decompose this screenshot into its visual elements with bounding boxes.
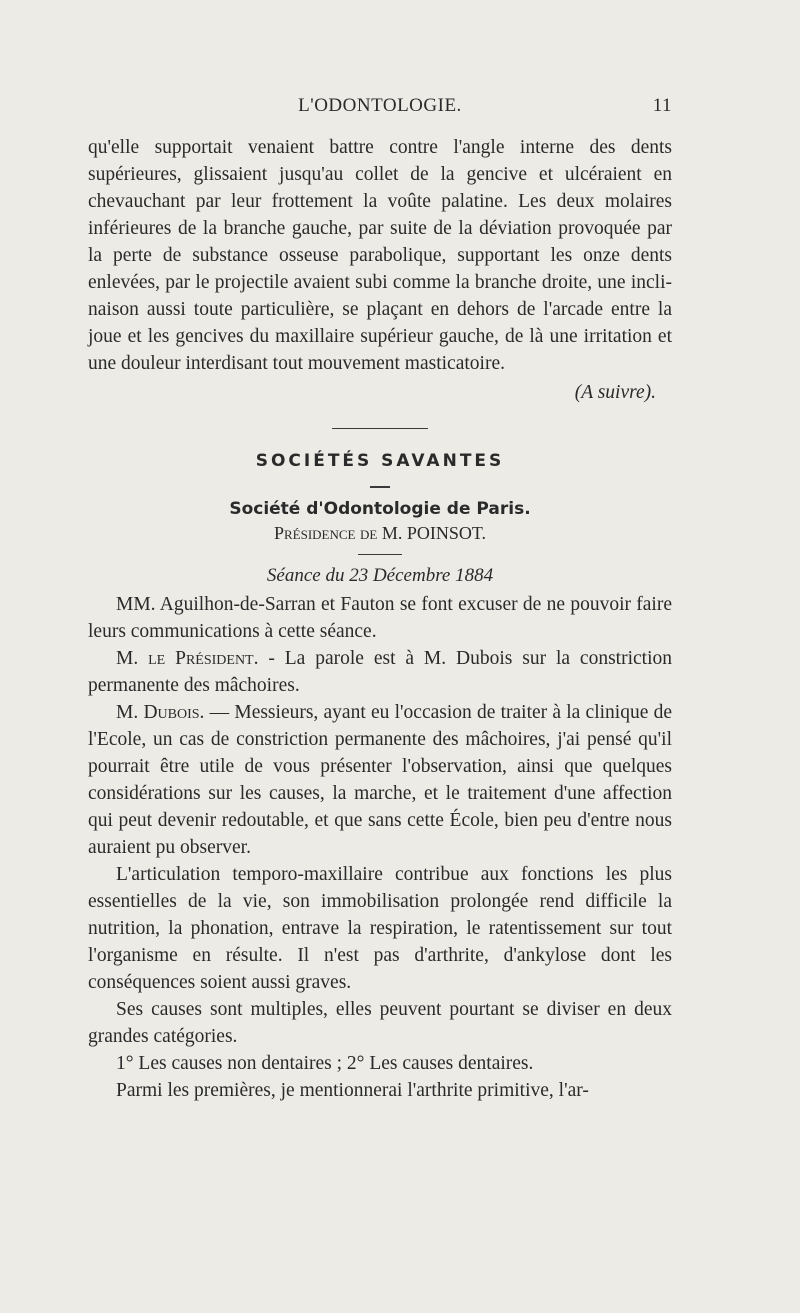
subtitle-divider bbox=[358, 554, 402, 555]
section-divider bbox=[332, 428, 428, 429]
running-title: L'ODONTOLOGIE. bbox=[298, 95, 462, 116]
speaker-prefix: M. bbox=[116, 702, 144, 723]
section-title: SOCIÉTÉS SAVANTES bbox=[255, 451, 505, 471]
paragraph-excuses: MM. Aguilhon-de-Sarran et Fauton se font excuser de ne pouvoir faire leurs communications à cette séance. bbox=[88, 594, 672, 642]
presidency-line bbox=[88, 521, 672, 545]
paragraph-dubois bbox=[88, 699, 672, 861]
speaker-dubois: Dubois. bbox=[143, 702, 205, 723]
society-name: Société d'Odontologie de Paris. bbox=[229, 499, 531, 519]
body-text bbox=[88, 134, 672, 1104]
paragraph-causes-list: 1° Les causes non dentaires ; 2° Les causes dentaires. bbox=[116, 1053, 534, 1074]
title-dash bbox=[370, 486, 390, 488]
dubois-speech: — Messieurs, ayant eu l'occasion de traiter à la clinique de l'Ecole, un cas de constriction permanente des mâchoires, j'ai pensé qu'il pourrait être utile de vous présenter l'observation, ainsi que quelques considérations sur les causes, la marche, et le traitement d'une affection qui peut devenir redoutable, et que sans cette École, bien peu d'entre nous auraient pu observer. bbox=[88, 702, 672, 858]
paragraph-causes: Ses causes sont multiples, elles peuvent pourtant se diviser en deux grandes catégories. bbox=[88, 999, 672, 1047]
running-head bbox=[88, 95, 672, 125]
paragraph-premieres: Parmi les premières, je mentionnerai l'arthrite primitive, l'ar- bbox=[116, 1080, 589, 1101]
presidency-label: Présidence de bbox=[273, 523, 378, 543]
page-number: 11 bbox=[652, 95, 672, 116]
speaker-president: M. le Président. bbox=[116, 648, 259, 669]
to-be-continued: (A suivre). bbox=[574, 382, 656, 403]
president-remark: - La parole est à M. Dubois sur la constriction permanente des mâchoires. bbox=[88, 648, 672, 696]
paragraph-president bbox=[88, 645, 672, 699]
presidency-name: M. POINSOT. bbox=[381, 523, 487, 543]
paragraph-articulation: L'articulation temporo-maxillaire contribue aux fonctions les plus essentielles de la vie, son immobilisation prolongée rend difficile la nutrition, la phonation, entrave la respiration, le ratentissement sur tout l'organisme en résulte. Il n'est pas d'arthrite, d'ankylose dont les conséquences soient aussi graves. bbox=[88, 864, 672, 993]
seance-date: Séance du 23 Décembre 1884 bbox=[266, 565, 494, 586]
paragraph-continuation: qu'elle supportait venaient battre contre l'angle interne des dents supérieures, glissaient jusqu'au collet de la gencive et ulcéraient en chevauchant par leur frottement la voûte palatine. Les deux molaires inférieures de la branche gauche, par suite de la déviation provoquée par la perte de substance osseuse parabolique, supportant les onze dents enlevées, par le projectile avaient subi comme la branche droite, une inclinaison aussi toute particulière, se plaçant en dehors de l'arcade entre la joue et les gencives du maxillaire supérieur gauche, de là une irritation et une douleur interdisant tout mouvement masticatoire. bbox=[88, 137, 672, 374]
